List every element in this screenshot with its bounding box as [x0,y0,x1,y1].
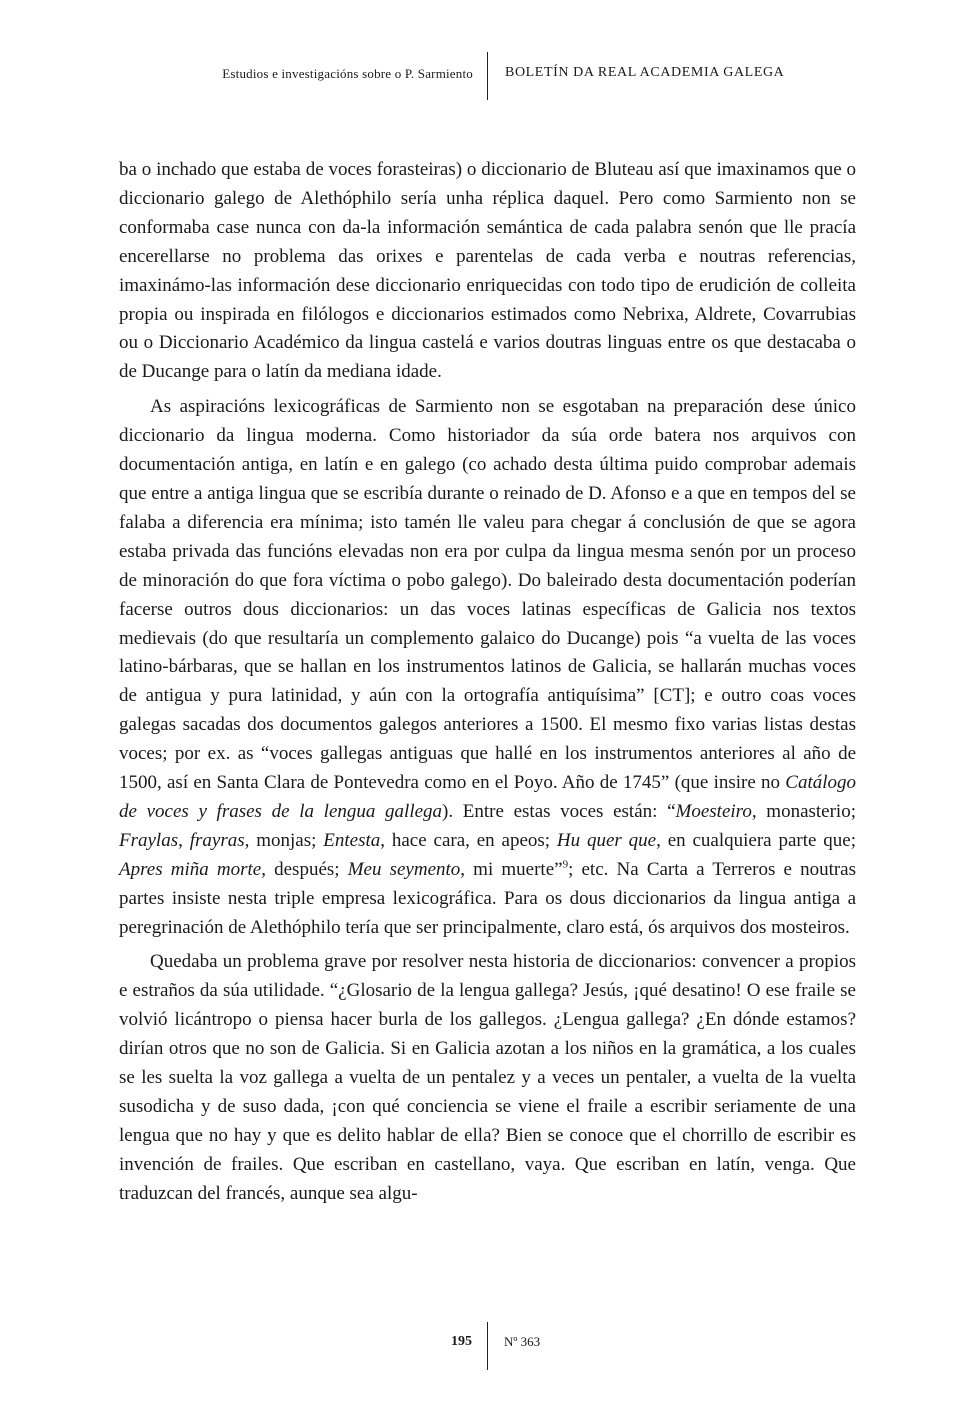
italic-run: Moesteiro [675,800,752,822]
text-run: , en cualquiera parte que; [656,829,857,851]
paragraph-3 [119,948,856,1208]
text-run: ). Entre estas voces están: “ [442,800,676,822]
paragraph-2 [119,393,856,942]
footer-divider [487,1322,488,1370]
text-run: , monasterio; [751,800,856,822]
header-divider [487,52,488,100]
italic-run: Hu quer que [556,829,657,851]
italic-run: Entesta [323,829,381,851]
page-number: 195 [451,1334,472,1349]
text-run: , monjas; [244,829,324,851]
header-section-title: Estudios e investigacións sobre o P. Sarmiento [222,66,473,81]
text-run: , hace cara, en apeos; [380,829,557,851]
italic-run: Catálogo de voces y frases de la lengua gallega [119,772,856,822]
running-header [0,52,975,100]
italic-run: Apres miña morte [119,858,262,880]
text-run: , mi muerte” [460,858,563,880]
body-text [119,156,856,1209]
text-run: As aspiracións lexicográficas de Sarmiento non se esgotaban na preparación dese único diccionario da lingua moderna. Como historiador da súa orde batera nos arquivos con documentación antiga, en latín e en galego (co achado desta última puido comprobar ademais que entre a antiga lingua que se escribía durante o reinado de D. Afonso e a que en tempos del se falaba a diferencia era mínima; isto tamén lle valeu para chegar á conclusión de que se agora estaba privada das funcións elevadas non era por culpa da lingua mesma senón por un proceso de minoración do que fora víctima o pobo galego). Do baleirado desta documentación poderían facerse outros dous diccionarios: un das voces latinas específicas de Galicia nos textos medievais (do que resultaría un complemento galaico do Ducange) pois “a vuelta de las voces latino-bárbaras, que se hallan en los instrumentos latinos de Galicia, se hallarán muchas voces de antigua y pura latinidad, y aún con la ortografía antiquísima” [CT]; e outro coas voces galegas sacadas dos documentos galegos anteriores a 1500. El mesmo fixo varias listas destas voces; por ex. as “voces gallegas antiguas que hallé en los instrumentos anteriores al año de 1500, así en Santa Clara de Pontevedra como en el Poyo. Año de 1745” (que insire no [119,396,856,794]
running-footer [0,1322,975,1370]
header-journal-title: BOLETÍN DA REAL ACADEMIA GALEGA [505,65,785,80]
text-run: , [178,829,190,851]
italic-run: frayras [189,829,245,851]
issue-number: Nº 363 [504,1334,541,1349]
text-run: ba o inchado que estaba de voces forasteiras) o diccionario de Bluteau así que imaxinamos que o diccionario galego de Alethóphilo sería unha réplica daquel. Pero como Sarmiento non se conformaba case nunca con da-la información semántica de cada palabra senón que lle pracía encerellarse no problema das orixes e parentelas de cada verba e noutras referencias, imaxinámo-las información dese diccionario enriquecidas con todo tipo de erudición de colleita propia ou inspirada en filólogos e diccionarios estimados como Nebrixa, Aldrete, Covarrubias ou o Diccionario Académico da lingua castelá e varios doutras linguas entre os que destacaba o de Ducange para o latín da mediana idade. [119,159,856,383]
text-run: Quedaba un problema grave por resolver nesta historia de diccionarios: convencer a propios e estraños da súa utilidade. “¿Glosario de la lengua gallega? Jesús, ¡qué desatino! O ese fraile se volvió licántropo o piensa hacer burla de los gallegos. ¿Lengua gallega? ¿En dónde estamos? dirían otros que no son de Galicia. Si en Galicia azotan a los niños en la gramática, a los cuales se les suelta la voz gallega a vuelta de un pentalez y a veces un pentaler, a vuelta de la vuelta susodicha y de suso dada, ¡con qué conciencia se viene el fraile a escribir seriamente de una lengua que no hay y que es delito hablar de ella? Bien se conoce que el chorrillo de escribir es invención de frailes. Que escriban en castellano, vaya. Que escriban en latín, venga. Que traduzcan del francés, aunque sea algu- [119,951,856,1204]
text-run: ; etc. Na Carta a Terreros e noutras partes insiste nesta triple empresa lexicográfica. Para os dous diccionarios da lingua antiga a peregrinación de Alethóphilo tería que ser principalmente, claro está, ós arquivos dos mosteiros. [119,858,856,938]
paragraph-1 [119,156,856,387]
text-run: , después; [261,858,348,880]
italic-run: Meu seymento [347,858,461,880]
italic-run: Fraylas [119,829,179,851]
footnote-ref: 9 [562,858,569,871]
